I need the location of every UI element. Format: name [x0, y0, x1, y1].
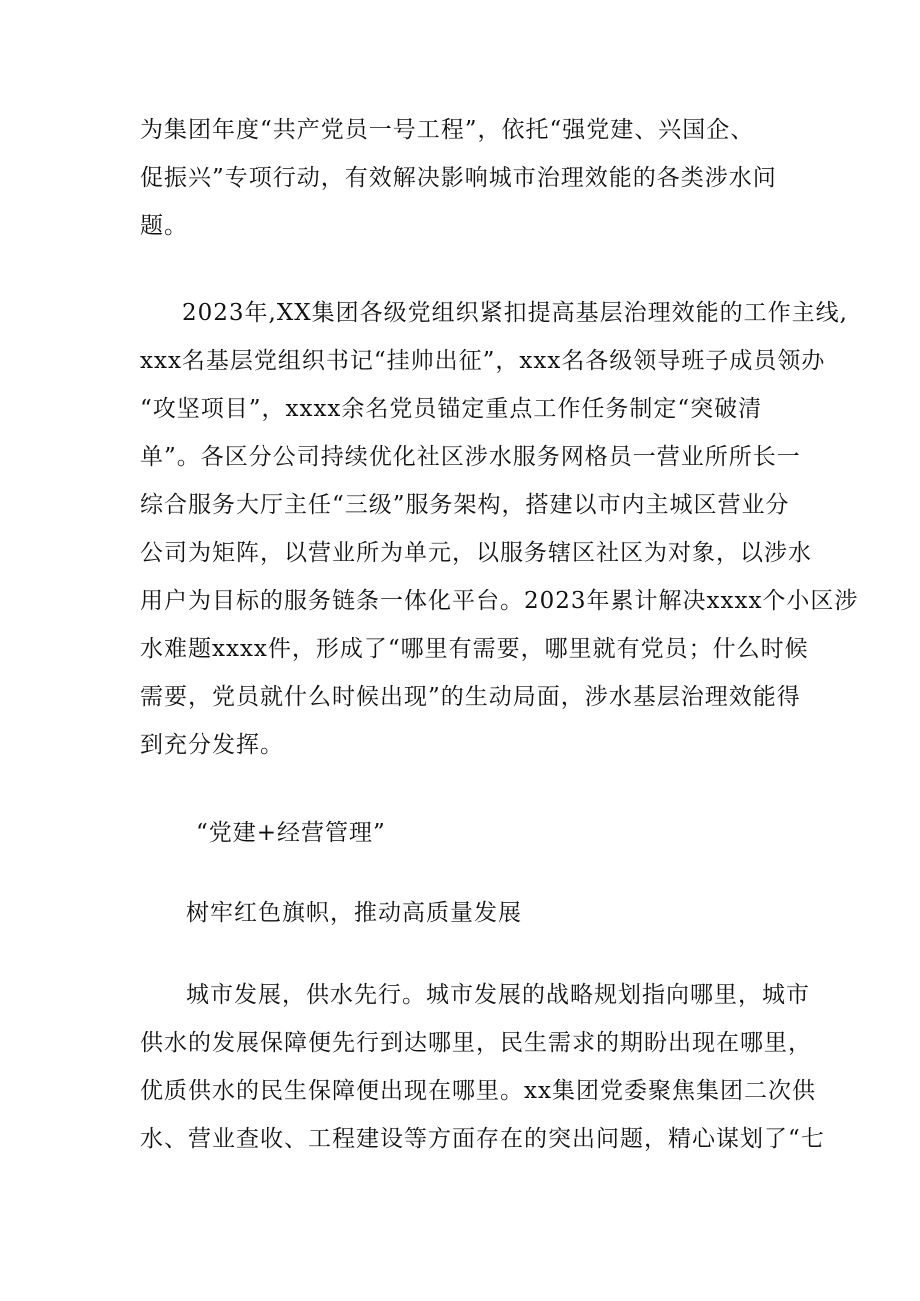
paragraph-line: 到充分发挥。 — [140, 732, 284, 758]
paragraph-line: 促振兴”专项行动，有效解决影响城市治理效能的各类涉水问 — [140, 165, 777, 191]
paragraph-line: xxx名基层党组织书记“挂帅出征”，xxx名各级领导班子成员领办 — [140, 348, 826, 374]
paragraph-line: 综合服务大厅主任“三级”服务架构，搭建以市内主城区营业分 — [140, 492, 790, 518]
paragraph-line: 单”。各区分公司持续优化社区涉水服务网格员一营业所所长一 — [140, 444, 801, 470]
paragraph-line: 供水的发展保障便先行到达哪里，民生需求的期盼出现在哪里， — [140, 1030, 812, 1056]
paragraph-line: 优质供水的民生保障便出现在哪里。xx集团党委聚焦集团二次供 — [140, 1078, 816, 1104]
paragraph-line: 用户为目标的服务链条一体化平台。2023年累计解决xxxx个小区涉 — [140, 588, 859, 614]
section-heading: “党建+经营管理” — [196, 820, 386, 846]
paragraph-line: 水、营业查收、工程建设等方面存在的突出问题，精心谋划了“七 — [140, 1126, 825, 1152]
paragraph-line: “攻坚项目”，xxxx余名党员锚定重点工作任务制定“突破清 — [140, 396, 763, 422]
paragraph-line: 需要，党员就什么时候出现”的生动局面，涉水基层治理效能得 — [140, 684, 801, 710]
paragraph-line: 公司为矩阵，以营业所为单元，以服务辖区社区为对象，以涉水 — [140, 540, 812, 566]
paragraph-line: 2023年,XX集团各级党组织紧扣提高基层治理效能的工作主线, — [182, 300, 848, 326]
paragraph-line: 为集团年度“共产党员一号工程”，依托“强党建、兴国企、 — [140, 117, 755, 143]
section-subheading: 树牢红色旗帜，推动高质量发展 — [186, 900, 522, 926]
paragraph-line: 城市发展，供水先行。城市发展的战略规划指向哪里，城市 — [186, 982, 810, 1008]
paragraph-line: 水难题xxxx件，形成了“哪里有需要，哪里就有党员；什么时候 — [140, 636, 809, 662]
paragraph-line: 题。 — [140, 213, 188, 239]
